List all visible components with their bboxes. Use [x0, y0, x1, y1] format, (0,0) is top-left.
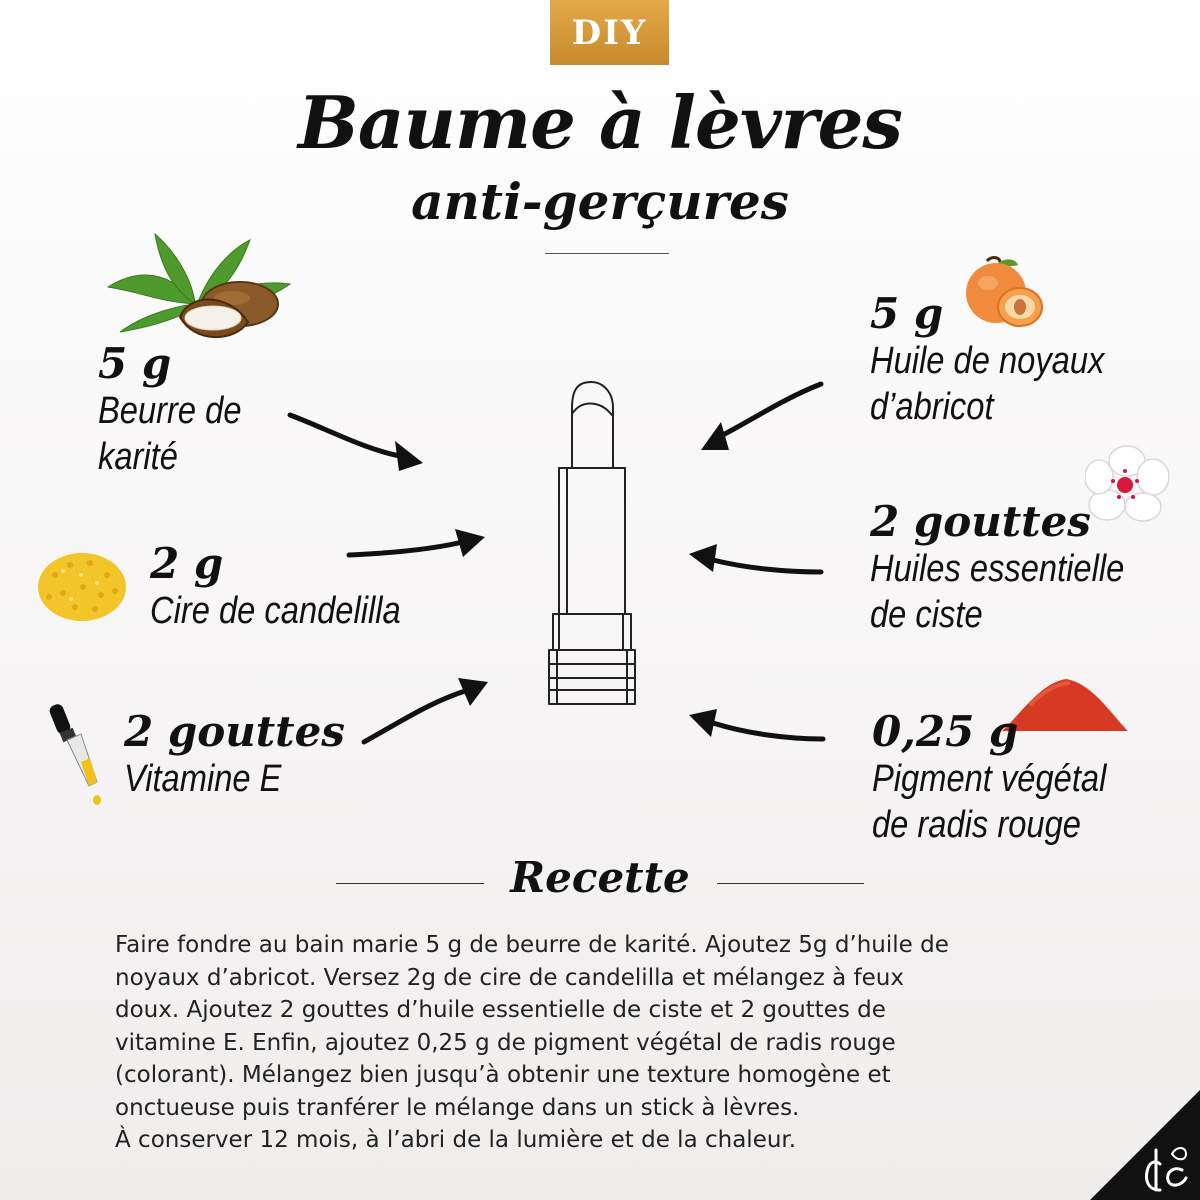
karite-name: Beurre de karité: [98, 390, 242, 478]
recipe-text: Faire fondre au bain marie 5 g de beurre de karité. Ajoutez 5g d’huile de noyaux d’abricot. Versez 2g de cire de candelilla et mélangez à feux doux. Ajoutez 2 gouttes d’huile essentielle de ciste et 2 gouttes de vitamine E. Enfin, ajoutez 0,25 g de pigment végétal de radis rouge (colorant). Mélangez bien jusqu’à obtenir une texture homogène et onctueuse puis tranférer le mélange dans un stick à lèvres. À conserver 12 mois, à l’abri de la lumière et de la chaleur.: [115, 932, 949, 1153]
lipstick-icon: [545, 378, 640, 708]
arrow-radis: [685, 705, 827, 745]
ciste-quantity: 2 gouttes: [870, 497, 1091, 546]
radis-quantity: 0,25 g: [872, 707, 1019, 756]
arrow-candelilla: [345, 525, 490, 565]
ingredient-abricot: [870, 290, 1143, 430]
bc-logo-icon: [1090, 1090, 1200, 1200]
arrow-ciste: [685, 540, 825, 580]
shea-nut-icon: [100, 232, 295, 347]
karite-quantity: 5 g: [98, 339, 172, 388]
ingredient-vitamine: [124, 708, 345, 802]
diy-badge: DIY: [550, 0, 669, 65]
page-title: Baume à lèvres: [298, 80, 902, 165]
wax-pellets-icon: [35, 545, 130, 625]
candelilla-quantity: 2 g: [150, 539, 224, 588]
vitamine-quantity: 2 gouttes: [124, 707, 345, 756]
dropper-icon: [45, 700, 105, 810]
arrow-vitamine: [360, 672, 492, 747]
abricot-quantity: 5 g: [870, 289, 944, 338]
abricot-name: Huile de noyaux d’abricot: [870, 340, 1105, 428]
recette-title: Recette: [510, 853, 690, 902]
radis-name: Pigment végétal de radis rouge: [872, 758, 1107, 846]
ingredient-karite: [98, 340, 265, 480]
candelilla-name: Cire de candelilla: [150, 590, 401, 632]
ciste-name: Huiles essentielle de ciste: [870, 548, 1125, 636]
vitamine-name: Vitamine E: [124, 758, 282, 800]
ingredient-radis: [872, 708, 1145, 848]
ingredient-ciste: [870, 498, 1166, 638]
page-subtitle: anti-gerçures: [411, 172, 789, 231]
recette-rule-right: [717, 883, 864, 884]
title-divider: [545, 253, 669, 254]
arrow-karite: [285, 405, 430, 475]
arrow-abricot: [695, 378, 825, 458]
